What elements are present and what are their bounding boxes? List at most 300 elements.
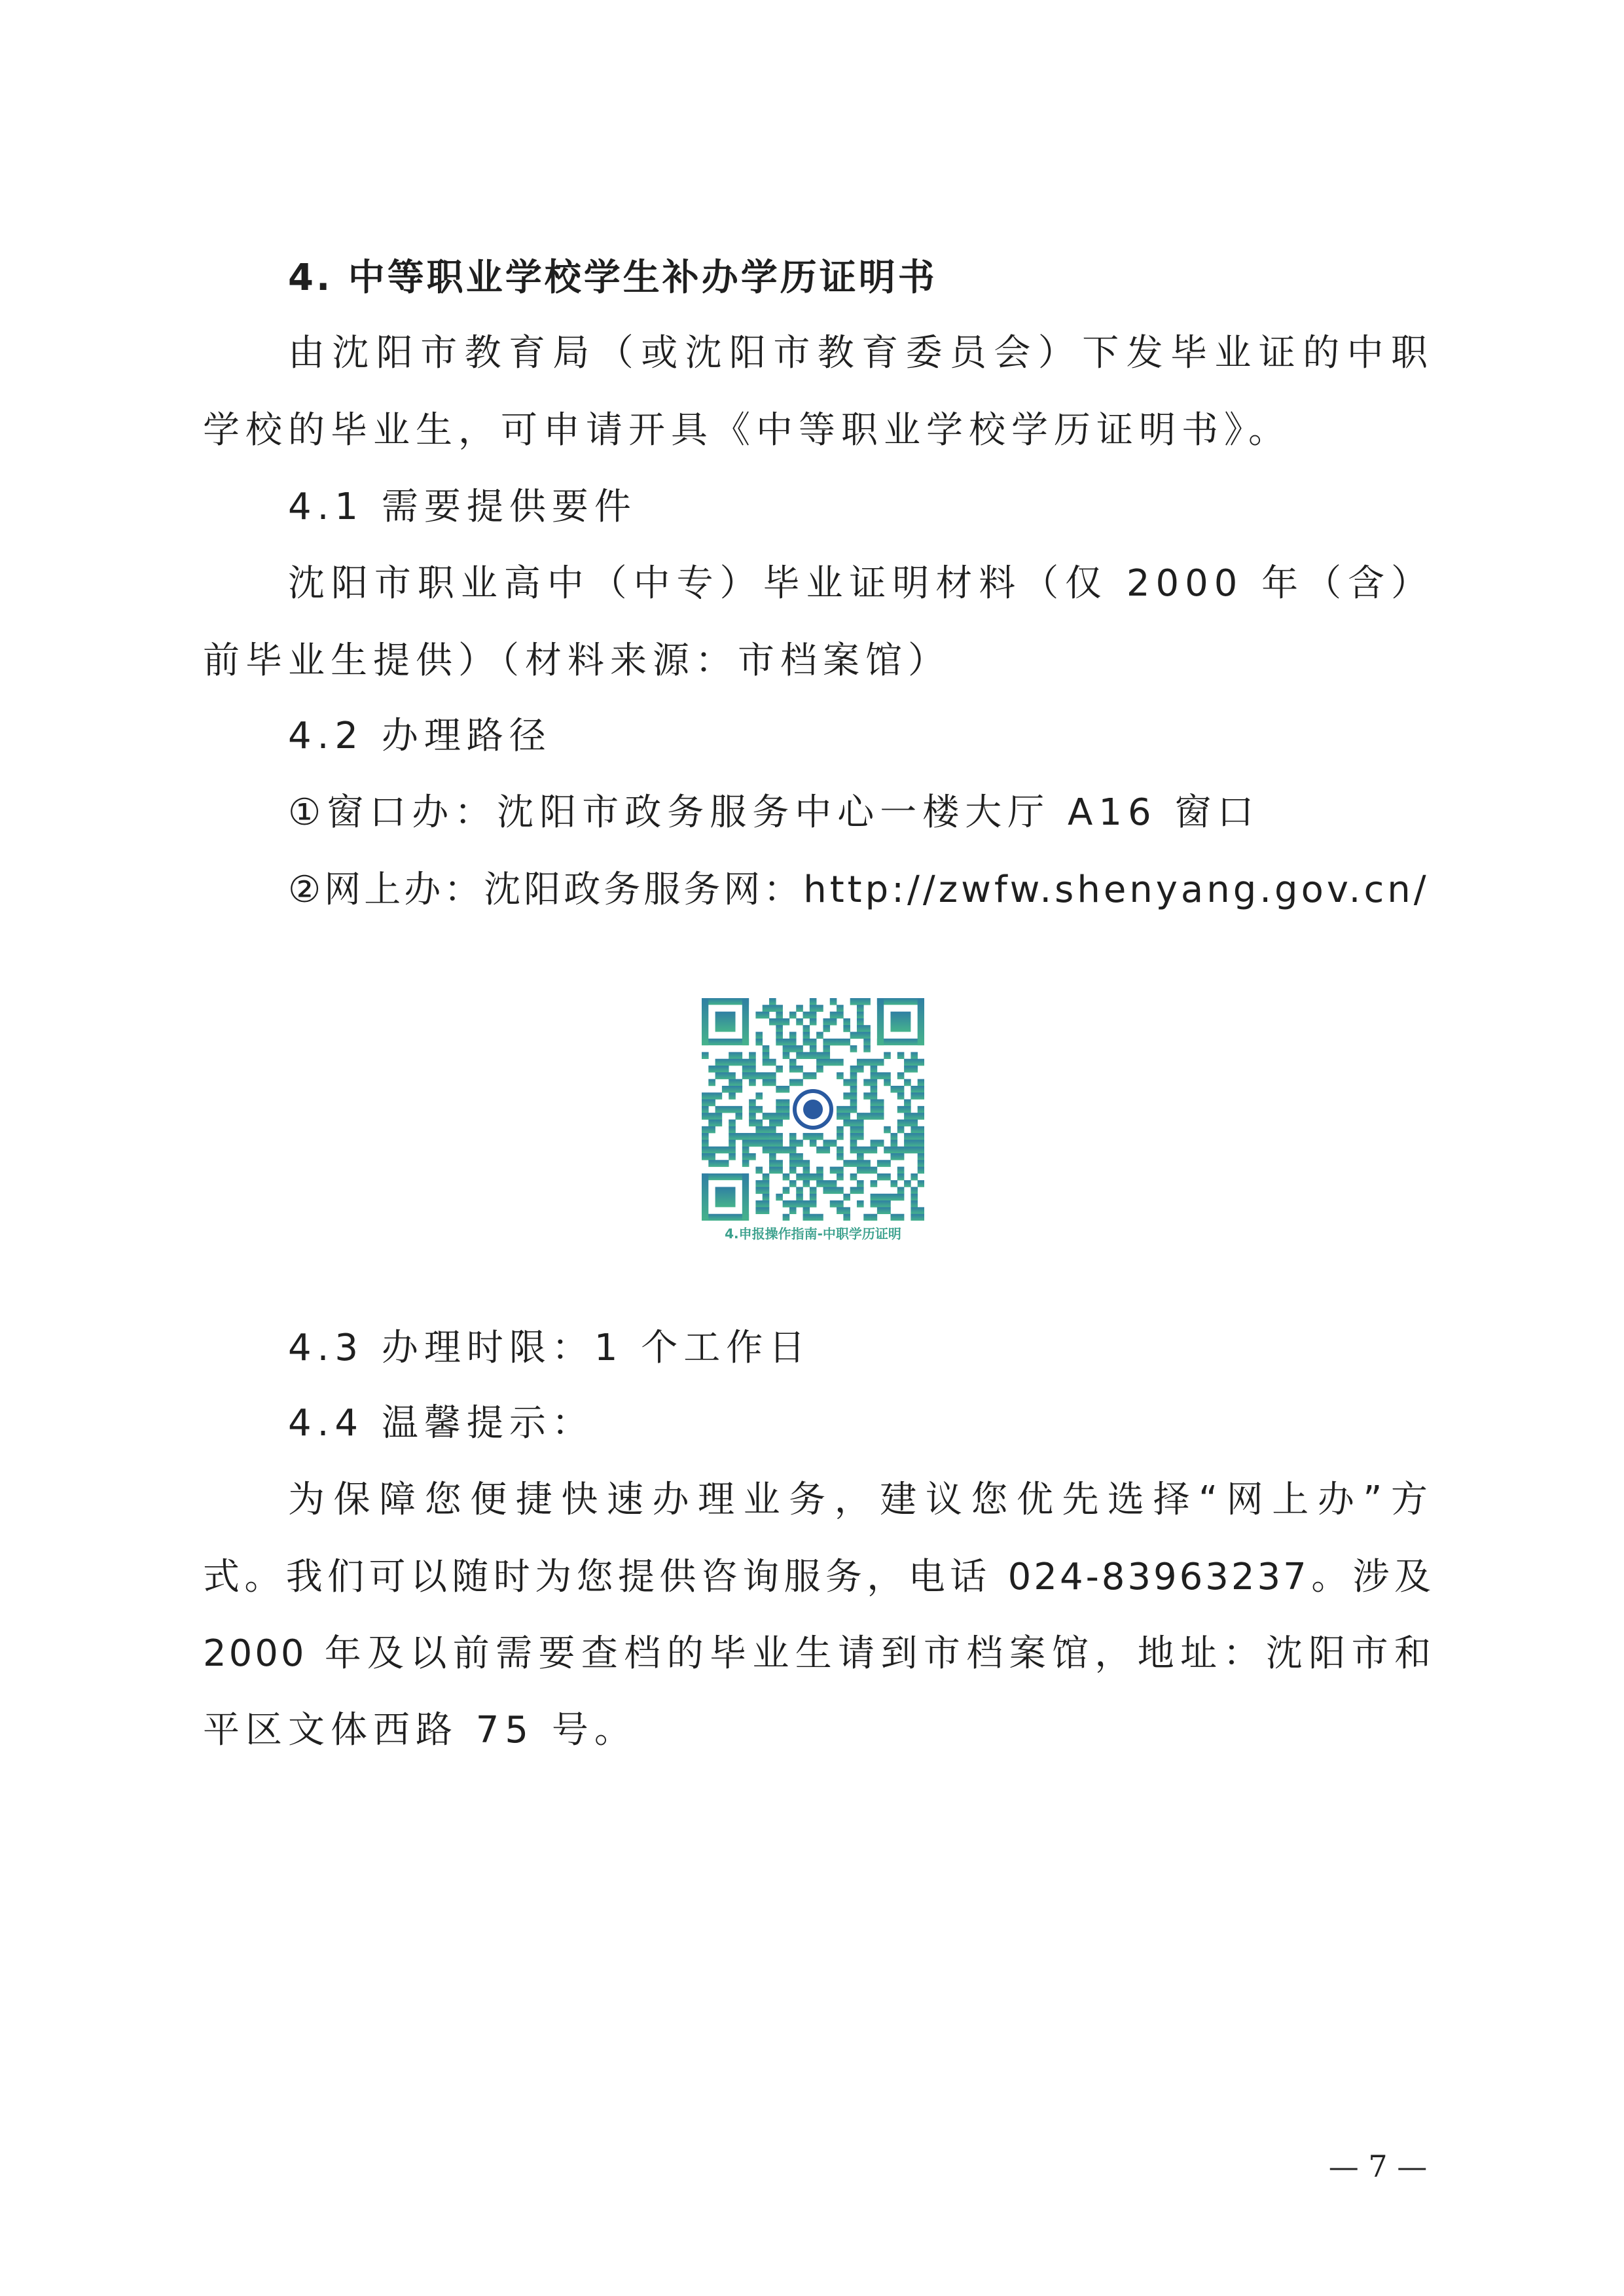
qr-module (877, 998, 924, 1005)
qr-module (837, 1039, 844, 1046)
qr-module (776, 1012, 783, 1019)
qr-module (742, 1072, 749, 1079)
qr-module (783, 1039, 790, 1046)
qr-module (776, 1066, 783, 1073)
qr-module (877, 1059, 884, 1066)
qr-module (736, 1113, 743, 1120)
qr-module (742, 1153, 749, 1160)
qr-module (796, 1187, 803, 1194)
qr-module (904, 1139, 911, 1147)
qr-module (918, 1059, 924, 1066)
qr-caption: 4.申报操作指南-中职学历证明 (725, 1226, 901, 1242)
qr-module (877, 1194, 884, 1201)
qr-module (796, 1045, 803, 1052)
qr-module (796, 1079, 803, 1086)
qr-module (702, 1214, 749, 1221)
qr-module (803, 1072, 810, 1079)
qr-logo-center (803, 1100, 823, 1119)
qr-module (877, 1174, 884, 1181)
qr-module (911, 1194, 918, 1201)
qr-module (877, 1160, 884, 1167)
qr-module (702, 1174, 708, 1221)
qr-module (918, 1106, 924, 1113)
qr-module (911, 1139, 918, 1147)
page-number: — 7 — (1328, 2149, 1428, 2184)
qr-module (708, 1113, 715, 1120)
qr-module (763, 1187, 770, 1194)
qr-module (702, 1174, 749, 1180)
qr-module (796, 1018, 803, 1026)
qr-module (837, 1147, 844, 1154)
qr-module (729, 1139, 736, 1147)
qr-module (837, 1113, 844, 1120)
qr-module (823, 1139, 830, 1147)
qr-module (742, 1059, 749, 1066)
qr-module (816, 1214, 823, 1221)
qr-module (729, 1072, 736, 1079)
qr-module (890, 1147, 897, 1154)
qr-module (769, 1018, 776, 1026)
qr-module (708, 1153, 715, 1160)
qr-module (789, 1032, 797, 1039)
qr-module (789, 1167, 797, 1174)
qr-module (742, 1147, 749, 1154)
qr-module (857, 1066, 864, 1073)
qr-module (837, 1059, 844, 1066)
qr-module (749, 1113, 756, 1120)
qr-module (918, 998, 924, 1045)
qr-module (911, 1092, 918, 1100)
tips-line-3: 2000 年及以前需要查档的毕业生请到市档案馆，地址：沈阳市和 (203, 1632, 1434, 1675)
qr-module (904, 1147, 911, 1154)
qr-module (884, 1079, 891, 1086)
qr-module (911, 1066, 918, 1073)
qr-module (769, 1113, 776, 1120)
qr-module (843, 1194, 850, 1201)
qr-module (763, 1052, 770, 1059)
qr-module (871, 1092, 878, 1100)
qr-module (729, 1052, 736, 1059)
qr-module (871, 1167, 878, 1174)
qr-code-image (702, 998, 924, 1221)
qr-module (783, 1147, 790, 1154)
qr-module (843, 1039, 850, 1046)
qr-module (763, 1045, 770, 1052)
qr-module (857, 1018, 864, 1026)
qr-module (803, 1160, 810, 1167)
qr-module (918, 1126, 924, 1134)
qr-module (897, 1187, 905, 1194)
qr-module (871, 1180, 878, 1187)
qr-module (783, 1187, 790, 1194)
qr-module (810, 998, 817, 1005)
qr-module (850, 998, 857, 1005)
qr-module (715, 1187, 736, 1207)
qr-module (816, 1059, 823, 1066)
qr-module (783, 1106, 790, 1113)
qr-module (749, 1119, 756, 1126)
qr-module (904, 1059, 911, 1066)
qr-module (729, 1086, 736, 1093)
qr-module (749, 1133, 756, 1140)
qr-module (830, 1012, 837, 1019)
qr-module (857, 1167, 864, 1174)
qr-module (789, 1039, 797, 1046)
qr-module (850, 1072, 857, 1079)
qr-module (871, 1139, 878, 1147)
qr-module (843, 1092, 850, 1100)
qr-module (796, 1200, 803, 1208)
qr-module (816, 1032, 823, 1039)
qr-module (803, 1214, 810, 1221)
qr-module (816, 1167, 823, 1174)
qr-module (850, 1100, 857, 1107)
qr-module (776, 1147, 783, 1154)
qr-module (897, 1052, 905, 1059)
qr-module (776, 1100, 783, 1107)
qr-module (884, 1052, 891, 1059)
qr-module (810, 1018, 817, 1026)
qr-module (702, 1092, 709, 1100)
qr-module (755, 1012, 763, 1019)
qr-module (816, 1133, 823, 1140)
qr-module (911, 1200, 918, 1208)
qr-module (897, 1174, 905, 1181)
qr-module (823, 1180, 830, 1187)
qr-module (871, 1106, 878, 1113)
qr-module (857, 1160, 864, 1167)
qr-module (850, 1174, 857, 1181)
tips-line-4: 平区文体西路 75 号。 (203, 1709, 637, 1751)
qr-module (857, 1025, 864, 1032)
qr-module (863, 1113, 871, 1120)
qr-module (871, 1200, 878, 1208)
qr-module (863, 1167, 871, 1174)
qr-module (789, 1153, 797, 1160)
qr-module (837, 1153, 844, 1160)
qr-module (776, 1039, 783, 1046)
qr-module (890, 1194, 897, 1201)
qr-module (763, 1180, 770, 1187)
qr-module (803, 1180, 810, 1187)
qr-code-block (702, 998, 924, 1242)
qr-module (769, 998, 776, 1005)
qr-module (803, 1207, 810, 1214)
qr-module (755, 1167, 763, 1174)
qr-module (755, 1072, 763, 1079)
qr-module (755, 1187, 763, 1194)
qr-module (715, 1119, 723, 1126)
qr-module (783, 1174, 790, 1181)
qr-module (918, 1180, 924, 1187)
qr-module (729, 1092, 736, 1100)
qr-module (702, 998, 749, 1005)
qr-module (850, 1045, 857, 1052)
qr-module (763, 1005, 770, 1012)
qr-module (823, 1052, 830, 1059)
qr-module (803, 1032, 810, 1039)
qr-module (823, 1059, 830, 1066)
qr-module (769, 1119, 776, 1126)
qr-module (783, 1100, 790, 1107)
qr-module (850, 1079, 857, 1086)
qr-module (850, 1133, 857, 1140)
qr-module (729, 1153, 736, 1160)
qr-module (776, 1119, 783, 1126)
qr-module (729, 1126, 736, 1134)
qr-module (783, 1018, 790, 1026)
qr-module (843, 1160, 850, 1167)
qr-module (877, 1039, 924, 1045)
qr-module (776, 1025, 783, 1032)
qr-module (715, 1113, 723, 1120)
qr-module (763, 1200, 770, 1208)
qr-module (877, 1072, 884, 1079)
qr-module (871, 1079, 878, 1086)
qr-module (763, 1072, 770, 1079)
qr-module (863, 998, 871, 1005)
qr-module (769, 1133, 776, 1140)
qr-module (796, 1005, 803, 1012)
qr-module (863, 1032, 871, 1039)
qr-module (897, 1214, 905, 1221)
qr-module (776, 1032, 783, 1039)
qr-module (863, 1045, 871, 1052)
qr-module (863, 1092, 871, 1100)
qr-module (776, 1086, 783, 1093)
qr-module (850, 1086, 857, 1093)
qr-module (729, 1059, 736, 1066)
qr-module (857, 1147, 864, 1154)
qr-module (783, 1200, 790, 1208)
qr-module (918, 1092, 924, 1100)
qr-module (776, 1139, 783, 1147)
qr-module (863, 1214, 871, 1221)
qr-module (722, 1066, 729, 1073)
qr-module (755, 1139, 763, 1147)
qr-module (763, 1139, 770, 1147)
qr-module (749, 1059, 756, 1066)
qr-module (763, 1059, 770, 1066)
qr-module (857, 1005, 864, 1012)
qr-module (911, 1113, 918, 1120)
qr-module (884, 1160, 891, 1167)
qr-module (897, 1086, 905, 1093)
qr-module (769, 1139, 776, 1147)
qr-module (755, 1126, 763, 1134)
qr-module (776, 1018, 783, 1026)
qr-module (850, 1092, 857, 1100)
qr-module (884, 1072, 891, 1079)
qr-module (755, 1133, 763, 1140)
qr-module (789, 1207, 797, 1214)
qr-module (911, 1214, 918, 1221)
qr-module (763, 1012, 770, 1019)
qr-module (857, 1032, 864, 1039)
qr-module (911, 1147, 918, 1154)
qr-module (871, 1113, 878, 1120)
qr-module (776, 1005, 783, 1012)
qr-module (803, 1200, 810, 1208)
qr-module (877, 1106, 884, 1113)
qr-module (884, 1147, 891, 1154)
qr-module (810, 1174, 817, 1181)
qr-module (830, 1167, 837, 1174)
qr-module (715, 1072, 723, 1079)
qr-module (736, 1133, 743, 1140)
qr-module (830, 1187, 837, 1194)
qr-module (911, 1187, 918, 1194)
qr-module (763, 1113, 770, 1120)
qr-module (796, 1160, 803, 1167)
qr-module (769, 1059, 776, 1066)
qr-module (755, 1039, 763, 1046)
qr-module (755, 1119, 763, 1126)
qr-module (884, 1194, 891, 1201)
qr-module (904, 1066, 911, 1073)
qr-module (776, 1167, 783, 1174)
qr-module (918, 1153, 924, 1160)
qr-module (702, 1147, 709, 1154)
qr-module (736, 1052, 743, 1059)
qr-module (837, 1012, 844, 1019)
qr-module (722, 1160, 729, 1167)
qr-module (796, 1174, 803, 1181)
requirements-line-2: 前毕业生提供）（材料来源：市档案馆） (203, 639, 950, 682)
qr-module (857, 998, 864, 1005)
qr-module (911, 1133, 918, 1140)
qr-module (803, 1133, 810, 1140)
qr-module (890, 1086, 897, 1093)
qr-module (837, 1005, 844, 1012)
qr-module (736, 1106, 743, 1113)
qr-module (742, 998, 749, 1045)
qr-module (810, 1194, 817, 1201)
qr-module (789, 1079, 797, 1086)
qr-module (918, 1160, 924, 1167)
qr-module (850, 1126, 857, 1134)
qr-module (850, 1106, 857, 1113)
qr-module (702, 1052, 709, 1059)
qr-module (897, 1119, 905, 1126)
qr-module (803, 1052, 810, 1059)
qr-module (837, 1126, 844, 1134)
qr-module (884, 1207, 891, 1214)
qr-module (763, 1207, 770, 1214)
intro-line-1: 由沈阳市教育局（或沈阳市教育委员会）下发毕业证的中职 (288, 332, 1434, 374)
qr-module (789, 1012, 797, 1019)
qr-module (816, 1180, 823, 1187)
qr-module (715, 1092, 723, 1100)
qr-module (904, 1079, 911, 1086)
section-heading: 4. 中等职业学校学生补办学历证明书 (288, 257, 937, 299)
qr-module (837, 1174, 844, 1181)
qr-module (715, 1160, 723, 1167)
qr-module (897, 1072, 905, 1079)
qr-module (729, 1106, 736, 1113)
qr-module (918, 1079, 924, 1086)
qr-module (816, 1005, 823, 1012)
qr-module (863, 1147, 871, 1154)
qr-module (816, 1174, 823, 1181)
qr-module (789, 1180, 797, 1187)
qr-module (776, 1133, 783, 1140)
qr-module (871, 1194, 878, 1201)
qr-module (830, 998, 837, 1005)
qr-module (722, 1072, 729, 1079)
qr-module (837, 1187, 844, 1194)
qr-module (796, 1194, 803, 1201)
qr-module (837, 1106, 844, 1113)
qr-module (884, 1200, 891, 1208)
qr-module (897, 1106, 905, 1113)
qr-module (871, 1147, 878, 1154)
qr-module (736, 1086, 743, 1093)
qr-module (830, 1139, 837, 1147)
qr-module (810, 1072, 817, 1079)
qr-module (843, 1113, 850, 1120)
qr-module (742, 1139, 749, 1147)
qr-module (863, 1079, 871, 1086)
qr-module (871, 1214, 878, 1221)
qr-module (708, 1119, 715, 1126)
qr-module (871, 1072, 878, 1079)
qr-module (789, 1160, 797, 1167)
qr-module (810, 1187, 817, 1194)
qr-module (749, 1100, 756, 1107)
qr-module (742, 1160, 749, 1167)
qr-module (890, 1012, 911, 1032)
qr-module (837, 1072, 844, 1079)
qr-module (857, 1153, 864, 1160)
qr-module (722, 1147, 729, 1154)
time-limit: 4.3 办理时限：1 个工作日 (288, 1327, 812, 1369)
qr-module (729, 1119, 736, 1126)
qr-module (810, 1052, 817, 1059)
qr-module (763, 1079, 770, 1086)
qr-module (918, 1086, 924, 1093)
qr-module (742, 1066, 749, 1073)
qr-module (803, 1012, 810, 1019)
qr-module (755, 1106, 763, 1113)
qr-module (702, 998, 708, 1045)
qr-module (708, 1066, 715, 1073)
qr-module (823, 1187, 830, 1194)
qr-module (715, 1147, 723, 1154)
qr-module (890, 1153, 897, 1160)
qr-module (810, 1005, 817, 1012)
qr-module (850, 1032, 857, 1039)
qr-module (918, 1214, 924, 1221)
qr-module (803, 1174, 810, 1181)
qr-module (708, 1092, 715, 1100)
qr-module (837, 1167, 844, 1174)
qr-module (803, 1025, 810, 1032)
qr-module (884, 1126, 891, 1134)
qr-module (816, 1147, 823, 1154)
qr-module (904, 1113, 911, 1120)
qr-module (729, 1079, 736, 1086)
qr-module (722, 1086, 729, 1093)
qr-module (850, 1066, 857, 1073)
qr-module (755, 1092, 763, 1100)
qr-module (843, 1018, 850, 1026)
qr-module (776, 1106, 783, 1113)
qr-module (749, 1153, 756, 1160)
qr-module (843, 1025, 850, 1032)
qr-module (843, 1214, 850, 1221)
qr-module (810, 1133, 817, 1140)
